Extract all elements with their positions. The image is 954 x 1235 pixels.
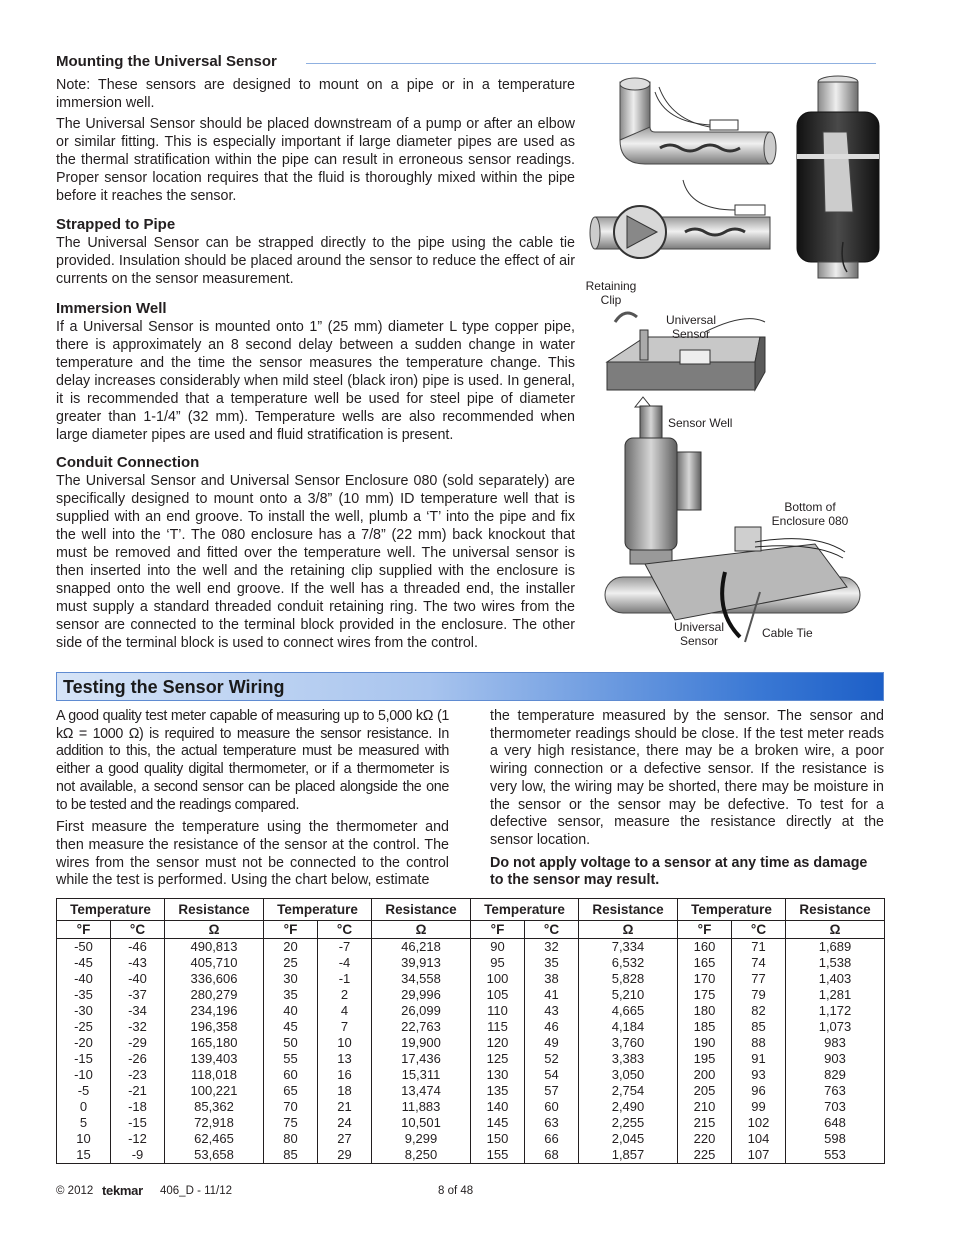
cell-resistance: 139,403 — [165, 1051, 264, 1067]
cell-fahrenheit: 10 — [57, 1131, 111, 1147]
cell-celsius: 18 — [318, 1083, 372, 1099]
cell-celsius: 29 — [318, 1147, 372, 1164]
cell-celsius: -34 — [111, 1003, 165, 1019]
label-universal-sensor-top — [660, 313, 722, 341]
cell-fahrenheit: 80 — [264, 1131, 318, 1147]
cell-celsius: 60 — [525, 1099, 579, 1115]
cell-fahrenheit: 70 — [264, 1099, 318, 1115]
cell-celsius: 107 — [732, 1147, 786, 1164]
cell-resistance: 648 — [786, 1115, 885, 1131]
cell-resistance: 3,383 — [579, 1051, 678, 1067]
cell-fahrenheit: 120 — [471, 1035, 525, 1051]
cell-celsius: -4 — [318, 955, 372, 971]
label-universal-sensor-top-line2: Sensor — [671, 327, 711, 341]
table-row — [57, 1051, 885, 1067]
table-row — [57, 1067, 885, 1083]
cell-fahrenheit: 20 — [264, 939, 318, 956]
cell-fahrenheit: 165 — [678, 955, 732, 971]
cell-fahrenheit: 200 — [678, 1067, 732, 1083]
label-retaining-clip — [582, 279, 640, 307]
testing-warning: Do not apply voltage to a sensor at any time as damage to the sensor may result. — [490, 854, 868, 889]
mounting-heading-row — [56, 53, 876, 71]
pump-pipe-illustration — [590, 180, 770, 258]
cell-celsius: -9 — [111, 1147, 165, 1164]
cell-celsius: 35 — [525, 955, 579, 971]
cell-resistance: 280,279 — [165, 987, 264, 1003]
mounting-text-column — [56, 76, 575, 652]
cell-resistance: 4,665 — [579, 1003, 678, 1019]
elbow-pipe-illustration — [620, 78, 776, 164]
unit-fahrenheit: °F — [264, 921, 318, 939]
unit-celsius: °C — [318, 921, 372, 939]
subheading-strapped: Strapped to Pipe — [56, 216, 176, 233]
cell-celsius: 66 — [525, 1131, 579, 1147]
cell-resistance: 22,763 — [372, 1019, 471, 1035]
unit-ohm: Ω — [579, 921, 678, 939]
table-row — [57, 971, 885, 987]
cell-resistance: 1,073 — [786, 1019, 885, 1035]
cell-fahrenheit: -25 — [57, 1019, 111, 1035]
cell-celsius: -7 — [318, 939, 372, 956]
cell-celsius: 54 — [525, 1067, 579, 1083]
label-universal-sensor-bottom-line2: Sensor — [679, 634, 719, 648]
sensor-mounting-illustration — [585, 72, 885, 657]
cell-resistance: 829 — [786, 1067, 885, 1083]
cell-fahrenheit: 140 — [471, 1099, 525, 1115]
cell-fahrenheit: 110 — [471, 1003, 525, 1019]
table-row — [57, 1131, 885, 1147]
cell-resistance: 405,710 — [165, 955, 264, 971]
cell-celsius: 102 — [732, 1115, 786, 1131]
testing-paragraph-3: the temperature measured by the sensor. The sensor and thermometer readings should be close. If the test meter reads a very high resistance, there may be a broken wire, a poor wiring connection or a defective sensor. If the resistance is very low, the wiring may be shorted, there may be moisture in the sensor or the sensor may be defective. To test for a defective sensor, measure the resistance directly at the sensor location. — [490, 708, 884, 848]
unit-celsius: °C — [732, 921, 786, 939]
cell-fahrenheit: 225 — [678, 1147, 732, 1164]
cell-fahrenheit: 5 — [57, 1115, 111, 1131]
resistance-table — [56, 898, 885, 1164]
cell-resistance: 100,221 — [165, 1083, 264, 1099]
cell-celsius: 82 — [732, 1003, 786, 1019]
cell-fahrenheit: 145 — [471, 1115, 525, 1131]
cell-resistance: 11,883 — [372, 1099, 471, 1115]
unit-fahrenheit: °F — [57, 921, 111, 939]
table-row — [57, 1099, 885, 1115]
label-bottom-enclosure-line2: Enclosure 080 — [771, 514, 849, 528]
table-row — [57, 1019, 885, 1035]
cell-resistance: 15,311 — [372, 1067, 471, 1083]
cell-celsius: 46 — [525, 1019, 579, 1035]
cell-fahrenheit: 15 — [57, 1147, 111, 1164]
cell-fahrenheit: -35 — [57, 987, 111, 1003]
unit-ohm: Ω — [372, 921, 471, 939]
heading-rule — [306, 63, 876, 64]
cell-resistance: 490,813 — [165, 939, 264, 956]
label-bottom-enclosure-line1: Bottom of — [784, 500, 836, 514]
cell-celsius: -21 — [111, 1083, 165, 1099]
cell-resistance: 2,045 — [579, 1131, 678, 1147]
immersion-paragraph: If a Universal Sensor is mounted onto 1” (25 mm) diameter L type copper pipe, there is approximately an 8 second delay between a sudden change in water temperature and the time the sensor measures the temperature change. This delay increases considerably when mild steel (black iron) pipe is used. In general, it is recommended that a temperature well be used for steel pipe of diameter greater than 1-1/4” (32 mm). Temperature wells are also recommended when large diameter pipes are used and fluid stratification is present. — [56, 319, 575, 443]
mounting-note: Note: These sensors are designed to mount on a pipe or in a temperature immersion well. — [56, 77, 575, 111]
table-row — [57, 987, 885, 1003]
label-retaining-clip-line1: Retaining — [585, 279, 637, 293]
cell-celsius: 27 — [318, 1131, 372, 1147]
cell-resistance: 336,606 — [165, 971, 264, 987]
label-sensor-well: Sensor Well — [668, 416, 733, 430]
header-resistance: Resistance — [165, 899, 264, 921]
header-temperature: Temperature — [57, 899, 165, 921]
cell-resistance: 1,403 — [786, 971, 885, 987]
header-temperature: Temperature — [264, 899, 372, 921]
cell-fahrenheit: -50 — [57, 939, 111, 956]
cell-celsius: 93 — [732, 1067, 786, 1083]
cell-fahrenheit: 50 — [264, 1035, 318, 1051]
cell-resistance: 4,184 — [579, 1019, 678, 1035]
cell-resistance: 29,996 — [372, 987, 471, 1003]
cell-celsius: 52 — [525, 1051, 579, 1067]
cell-celsius: 99 — [732, 1099, 786, 1115]
cell-fahrenheit: 85 — [264, 1147, 318, 1164]
testing-column-right — [490, 708, 884, 890]
unit-fahrenheit: °F — [471, 921, 525, 939]
section-banner-testing — [56, 672, 884, 701]
cell-resistance: 62,465 — [165, 1131, 264, 1147]
cell-celsius: 57 — [525, 1083, 579, 1099]
cell-resistance: 5,828 — [579, 971, 678, 987]
cell-resistance: 598 — [786, 1131, 885, 1147]
cell-celsius: 10 — [318, 1035, 372, 1051]
table-units-row — [57, 921, 885, 939]
cell-resistance: 1,857 — [579, 1147, 678, 1164]
cell-resistance: 72,918 — [165, 1115, 264, 1131]
cell-celsius: 96 — [732, 1083, 786, 1099]
cell-resistance: 3,050 — [579, 1067, 678, 1083]
cell-fahrenheit: 215 — [678, 1115, 732, 1131]
cell-celsius: 68 — [525, 1147, 579, 1164]
cell-resistance: 703 — [786, 1099, 885, 1115]
footer-copyright: © 2012 — [56, 1185, 94, 1197]
cell-celsius: 43 — [525, 1003, 579, 1019]
strapped-paragraph: The Universal Sensor can be strapped directly to the pipe using the cable tie provided. Insulation should be placed around the sensor to reduce the effect of air currents on the sensor measurement. — [56, 235, 575, 287]
unit-ohm: Ω — [786, 921, 885, 939]
cell-celsius: 4 — [318, 1003, 372, 1019]
table-row — [57, 1147, 885, 1164]
cell-celsius: 88 — [732, 1035, 786, 1051]
cell-celsius: 32 — [525, 939, 579, 956]
subheading-conduit: Conduit Connection — [56, 454, 200, 471]
cell-fahrenheit: 65 — [264, 1083, 318, 1099]
table-row — [57, 1115, 885, 1131]
cell-fahrenheit: 210 — [678, 1099, 732, 1115]
cell-resistance: 5,210 — [579, 987, 678, 1003]
insulated-pipe-illustration — [797, 76, 879, 278]
cell-resistance: 26,099 — [372, 1003, 471, 1019]
cell-resistance: 165,180 — [165, 1035, 264, 1051]
cell-fahrenheit: 0 — [57, 1099, 111, 1115]
table-row — [57, 1083, 885, 1099]
unit-ohm: Ω — [165, 921, 264, 939]
cell-celsius: 2 — [318, 987, 372, 1003]
cell-fahrenheit: 130 — [471, 1067, 525, 1083]
label-universal-sensor-bottom-line1: Universal — [673, 620, 724, 634]
footer-brand-logo: tekmar — [102, 1183, 143, 1198]
cell-celsius: -15 — [111, 1115, 165, 1131]
label-universal-sensor-bottom — [668, 620, 730, 648]
cell-celsius: 74 — [732, 955, 786, 971]
conduit-paragraph: The Universal Sensor and Universal Sensor Enclosure 080 (sold separately) are specifically designed to mount onto a 3/8” (10 mm) ID temperature well that is supplied with an end groove. To install the well, plumb a ‘T’ into the pipe and fix the well into the ‘T’. The 080 enclosure has a 7/8” (22 mm) back knockout that must be removed and fitted over the temperature well. The universal sensor is then inserted into the well and the retaining clip supplied with the enclosure is snapped onto the well end groove. If the well has a threaded end, the installer must supply a standard threaded conduit retaining ring. The two wires from the sensor are connected to the terminal block provided in the enclosure. The other side of the terminal block is used to connect wires from the control. — [56, 473, 575, 651]
cell-resistance: 39,913 — [372, 955, 471, 971]
cell-fahrenheit: -30 — [57, 1003, 111, 1019]
cell-fahrenheit: 45 — [264, 1019, 318, 1035]
unit-celsius: °C — [525, 921, 579, 939]
cell-fahrenheit: 30 — [264, 971, 318, 987]
cell-resistance: 196,358 — [165, 1019, 264, 1035]
table-body — [57, 939, 885, 1164]
cell-celsius: 41 — [525, 987, 579, 1003]
cell-celsius: -1 — [318, 971, 372, 987]
cell-celsius: 104 — [732, 1131, 786, 1147]
cell-celsius: 49 — [525, 1035, 579, 1051]
cell-celsius: 79 — [732, 987, 786, 1003]
cell-resistance: 13,474 — [372, 1083, 471, 1099]
cell-fahrenheit: 40 — [264, 1003, 318, 1019]
footer-page-number: 8 of 48 — [438, 1185, 474, 1197]
cell-fahrenheit: 75 — [264, 1115, 318, 1131]
cell-resistance: 1,172 — [786, 1003, 885, 1019]
table-row — [57, 1003, 885, 1019]
cell-celsius: -26 — [111, 1051, 165, 1067]
cell-fahrenheit: -10 — [57, 1067, 111, 1083]
cell-resistance: 553 — [786, 1147, 885, 1164]
cell-resistance: 53,658 — [165, 1147, 264, 1164]
cell-fahrenheit: -45 — [57, 955, 111, 971]
cell-resistance: 234,196 — [165, 1003, 264, 1019]
cell-resistance: 983 — [786, 1035, 885, 1051]
label-universal-sensor-top-line1: Universal — [665, 313, 716, 327]
cell-fahrenheit: 180 — [678, 1003, 732, 1019]
label-bottom-enclosure — [764, 500, 856, 528]
table-row — [57, 955, 885, 971]
cell-resistance: 118,018 — [165, 1067, 264, 1083]
header-resistance: Resistance — [786, 899, 885, 921]
cell-resistance: 903 — [786, 1051, 885, 1067]
cell-fahrenheit: 55 — [264, 1051, 318, 1067]
cell-fahrenheit: 125 — [471, 1051, 525, 1067]
header-resistance: Resistance — [579, 899, 678, 921]
cell-celsius: 85 — [732, 1019, 786, 1035]
cell-celsius: -37 — [111, 987, 165, 1003]
table-header-row — [57, 899, 885, 921]
cell-celsius: 13 — [318, 1051, 372, 1067]
footer-doc-number: 406_D - 11/12 — [160, 1185, 233, 1197]
cell-celsius: -32 — [111, 1019, 165, 1035]
cell-resistance: 34,558 — [372, 971, 471, 987]
cell-celsius: -18 — [111, 1099, 165, 1115]
cell-resistance: 17,436 — [372, 1051, 471, 1067]
testing-column-left — [56, 708, 449, 890]
cell-celsius: -43 — [111, 955, 165, 971]
cell-celsius: -23 — [111, 1067, 165, 1083]
cell-fahrenheit: 195 — [678, 1051, 732, 1067]
cell-resistance: 1,281 — [786, 987, 885, 1003]
cell-celsius: -40 — [111, 971, 165, 987]
cell-fahrenheit: 155 — [471, 1147, 525, 1164]
cell-celsius: 21 — [318, 1099, 372, 1115]
table-row — [57, 1035, 885, 1051]
cell-fahrenheit: 35 — [264, 987, 318, 1003]
cell-celsius: -29 — [111, 1035, 165, 1051]
cell-celsius: 63 — [525, 1115, 579, 1131]
cell-celsius: 7 — [318, 1019, 372, 1035]
cell-resistance: 46,218 — [372, 939, 471, 956]
cell-resistance: 8,250 — [372, 1147, 471, 1164]
label-retaining-clip-line2: Clip — [600, 293, 622, 307]
mounting-paragraph: The Universal Sensor should be placed downstream of a pump or after an elbow or similar fitting. This is especially important if large diameter pipes are used as the thermal stratification within the pipe can result in erroneous sensor readings. Proper sensor location requires that the fluid is thoroughly mixed within the pipe before it reaches the sensor. — [56, 116, 575, 204]
cell-resistance: 9,299 — [372, 1131, 471, 1147]
cell-resistance: 85,362 — [165, 1099, 264, 1115]
subheading-immersion: Immersion Well — [56, 300, 167, 317]
cell-celsius: 71 — [732, 939, 786, 956]
cell-celsius: -12 — [111, 1131, 165, 1147]
cell-fahrenheit: 175 — [678, 987, 732, 1003]
cell-celsius: -46 — [111, 939, 165, 956]
cell-celsius: 77 — [732, 971, 786, 987]
cell-resistance: 2,255 — [579, 1115, 678, 1131]
cell-fahrenheit: -15 — [57, 1051, 111, 1067]
cell-resistance: 6,532 — [579, 955, 678, 971]
cell-resistance: 3,760 — [579, 1035, 678, 1051]
cell-resistance: 1,538 — [786, 955, 885, 971]
header-temperature: Temperature — [678, 899, 786, 921]
cell-fahrenheit: 170 — [678, 971, 732, 987]
cell-resistance: 1,689 — [786, 939, 885, 956]
label-cable-tie: Cable Tie — [762, 626, 813, 640]
cell-fahrenheit: -20 — [57, 1035, 111, 1051]
cell-fahrenheit: 220 — [678, 1131, 732, 1147]
cell-resistance: 2,754 — [579, 1083, 678, 1099]
unit-fahrenheit: °F — [678, 921, 732, 939]
cell-fahrenheit: 95 — [471, 955, 525, 971]
cell-celsius: 38 — [525, 971, 579, 987]
cell-fahrenheit: 25 — [264, 955, 318, 971]
cell-celsius: 16 — [318, 1067, 372, 1083]
unit-celsius: °C — [111, 921, 165, 939]
cell-celsius: 91 — [732, 1051, 786, 1067]
header-resistance: Resistance — [372, 899, 471, 921]
cell-resistance: 10,501 — [372, 1115, 471, 1131]
cell-fahrenheit: -40 — [57, 971, 111, 987]
section-title-testing: Testing the Sensor Wiring — [63, 677, 285, 697]
section-title-mounting: Mounting the Universal Sensor — [56, 53, 277, 70]
cell-fahrenheit: 105 — [471, 987, 525, 1003]
cell-fahrenheit: 160 — [678, 939, 732, 956]
testing-paragraph-1: A good quality test meter capable of measuring up to 5,000 kΩ (1 kΩ = 1000 Ω) is required to measure the sensor resistance. In addition to this, the actual temperature must be measured with either a good quality digital thermometer, or if a thermometer is not available, a second sensor can be placed alongside the one to be tested and the readings compared. — [56, 708, 449, 813]
cell-resistance: 2,490 — [579, 1099, 678, 1115]
testing-paragraph-2: First measure the temperature using the thermometer and then measure the resistance of the sensor at the control. The wires from the sensor must not be connected to the control while the test is performed. Using the chart below, estimate — [56, 819, 449, 889]
cell-fahrenheit: 60 — [264, 1067, 318, 1083]
cell-fahrenheit: 205 — [678, 1083, 732, 1099]
cell-fahrenheit: -5 — [57, 1083, 111, 1099]
cell-fahrenheit: 100 — [471, 971, 525, 987]
cell-resistance: 19,900 — [372, 1035, 471, 1051]
cell-fahrenheit: 185 — [678, 1019, 732, 1035]
cell-fahrenheit: 190 — [678, 1035, 732, 1051]
header-temperature: Temperature — [471, 899, 579, 921]
cell-fahrenheit: 150 — [471, 1131, 525, 1147]
cell-fahrenheit: 135 — [471, 1083, 525, 1099]
cell-resistance: 7,334 — [579, 939, 678, 956]
cell-fahrenheit: 115 — [471, 1019, 525, 1035]
cell-fahrenheit: 90 — [471, 939, 525, 956]
cell-celsius: 24 — [318, 1115, 372, 1131]
table-row — [57, 939, 885, 956]
cell-resistance: 763 — [786, 1083, 885, 1099]
